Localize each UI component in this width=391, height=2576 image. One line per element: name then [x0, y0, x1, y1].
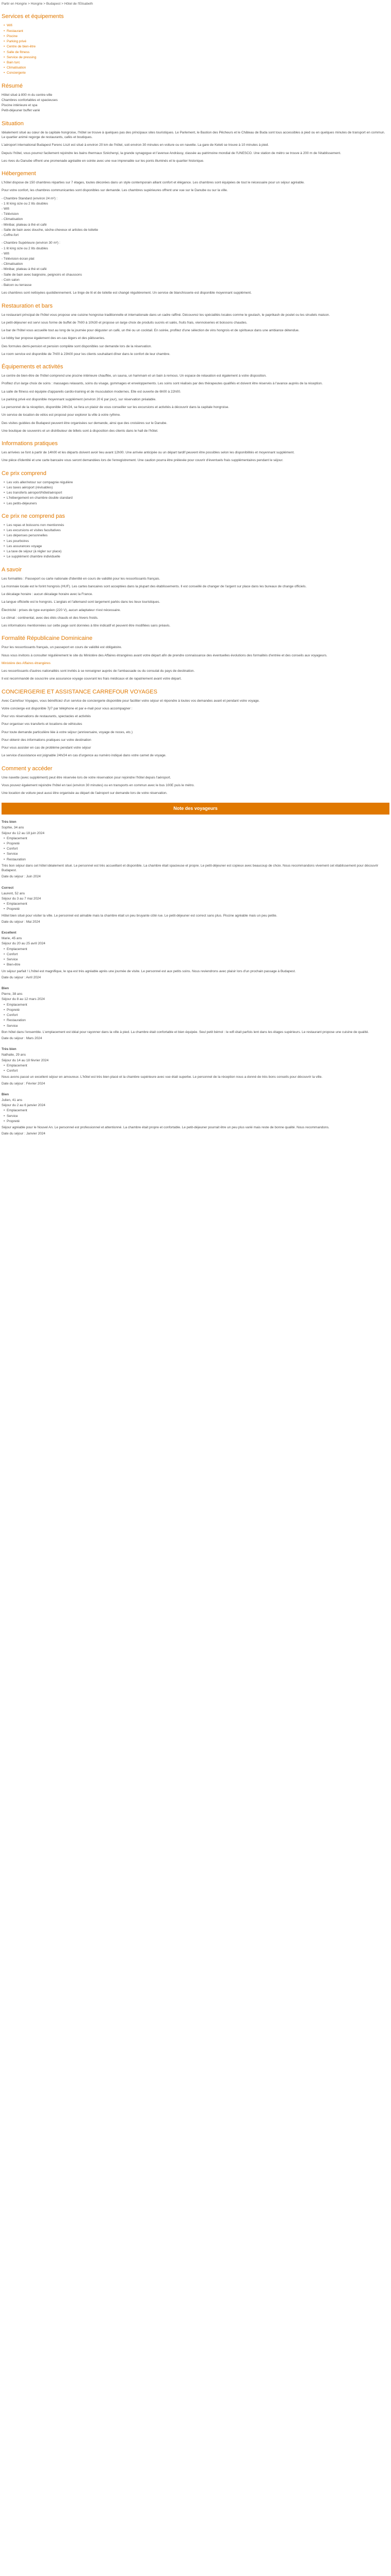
restauration-paragraph: Le petit-déjeuner est servi sous forme de buffet de 7h00 à 10h30 et propose un large choix de produits sucrés et salés, fruits frais, viennoiseries et boissons chaudes. [2, 320, 248, 325]
room-feature: - Climatisation [2, 262, 23, 266]
conciergerie-item: Pour obtenir des informations pratiques sur votre destination [2, 738, 91, 742]
a-savoir-paragraph: Électricité : prises de type européen (220 V), aucun adaptateur n'est nécessaire. [2, 608, 121, 612]
service-item[interactable]: • Centre de bien-être [4, 44, 389, 49]
review-tags [2, 947, 389, 968]
review-author: Nathalie, 29 ans [2, 1053, 26, 1057]
service-item[interactable]: • Wifi [4, 23, 389, 28]
review-card [2, 1047, 389, 1086]
non-compris-item: • La taxe de séjour (à régler sur place) [4, 549, 389, 554]
service-item[interactable]: • Restaurant [4, 29, 389, 33]
room-feature: - Télévision [2, 212, 19, 216]
review-tag: • Propreté [4, 1119, 389, 1124]
service-item[interactable]: • Salle de fitness [4, 50, 389, 55]
resume-line: Chambres confortables et spacieuses [2, 98, 58, 102]
non-compris-item: • Les repas et boissons non mentionnés [4, 523, 389, 528]
hebergement-intro: L'hôtel dispose de 150 chambres réparties sur 7 étages, toutes décorées dans un style contemporain alliant confort et élégance. Les chambres sont équipées de tout le nécessaire pour un séjour agréable. [2, 181, 305, 185]
review-author: Pierre, 38 ans [2, 992, 23, 996]
non-compris-title: Ce prix ne comprend pas [2, 513, 65, 519]
room-feature: - Climatisation [2, 217, 23, 222]
compris-item: • Les taxes aéroport (révisables) [4, 485, 389, 490]
conciergerie-item: Pour toute demande particulière liée à votre séjour (anniversaire, voyage de noces, etc.) [2, 730, 133, 734]
review-title: Très bien [2, 1047, 17, 1052]
formalites-paragraph: Il est recommandé de souscrire une assurance voyage couvrant les frais médicaux et de rapatriement avant votre départ. [2, 677, 182, 681]
review-text: Très bon séjour dans cet hôtel idéalement situé. Le personnel est très accueillant et disponible. La chambre était spacieuse et propre. Le petit-déjeuner est copieux avec beaucoup de choix. Nous recommandons vivement cet établissement pour découvrir Budapest. [2, 863, 379, 873]
review-title: Bien [2, 987, 9, 991]
review-date: Date du séjour : Janvier 2024 [2, 1132, 45, 1136]
formalites-link-line [2, 661, 389, 666]
acces-title: Comment y accéder [2, 765, 53, 772]
review-meta: Séjour du 12 au 18 juin 2024 [2, 831, 45, 835]
a-savoir-paragraph: Le décalage horaire : aucun décalage horaire avec la France. [2, 592, 93, 597]
situation-paragraph: Idéalement situé au cœur de la capitale hongroise, l'hôtel se trouve à quelques pas des principaux sites touristiques. Le Parlement, le Bastion des Pêcheurs et le Château de Buda sont tous accessibles à pied ou en quelques minutes de transport en commun. Le quartier animé regorge de restaurants, cafés et boutiques. [2, 130, 385, 140]
compris-item: • L'hébergement en chambre double standard [4, 496, 389, 500]
non-compris-item: • Les pourboires [4, 539, 389, 544]
review-title: Bien [2, 1092, 9, 1096]
review-tags [2, 902, 389, 911]
non-compris-item: • Les assurances voyage [4, 544, 389, 549]
review-tag: • Restauration [4, 857, 389, 862]
resume-title: Résumé [2, 82, 23, 89]
acces-paragraph: Vous pouvez également rejoindre l'hôtel en taxi (environ 30 minutes) ou en transports en commun avec le bus 100E puis le métro. [2, 783, 195, 787]
hebergement-section [2, 171, 389, 296]
formalites-section [2, 635, 389, 681]
situation-title: Situation [2, 120, 24, 127]
service-item[interactable]: • Piscine [4, 34, 389, 39]
review-tag: • Emplacement [4, 1063, 389, 1068]
equipements-paragraph: Un service de location de vélos est proposé pour explorer la ville à votre rythme. [2, 413, 121, 417]
conciergerie-item: Pour vous assister en cas de problème pendant votre séjour [2, 746, 91, 750]
situation-paragraph: Les rives du Danube offrent une promenade agréable en soirée avec une vue imprenable sur les ponts illuminés et le quartier historique. [2, 159, 204, 163]
room-feature: - 1 lit king size ou 2 lits doubles [2, 201, 48, 206]
situation-paragraph: L'aéroport international Budapest Ferenc Liszt est situé à environ 20 km de l'hôtel, soit environ 30 minutes en voiture ou en navette. La gare de Keleti se trouve à 10 minutes à pied. [2, 143, 269, 147]
equipements-paragraph: Le personnel de la réception, disponible 24h/24, se fera un plaisir de vous conseiller sur les excursions et activités à découvrir dans la capitale hongroise. [2, 405, 230, 410]
services-title: Services et équipements [2, 13, 64, 20]
a-savoir-paragraph: Le climat : continental, avec des étés chauds et des hivers froids. [2, 616, 99, 620]
review-title: Excellent [2, 931, 17, 935]
review-tag: • Confort [4, 1013, 389, 1018]
room-feature: - Coin salon [2, 278, 20, 282]
equipements-paragraph: Profitez d'un large choix de soins : massages relaxants, soins du visage, gommages et enveloppements. Les soins sont réalisés par des thérapeutes qualifiés et doivent être réservés à l'avance auprès de la réception. [2, 382, 323, 386]
restauration-paragraph: Le bar de l'hôtel vous accueille tout au long de la journée pour déguster un café, un thé ou un cocktail. En soirée, profitez d'une sélection de vins hongrois et de spiritueux dans une ambiance détendue. [2, 329, 300, 333]
restauration-paragraph: Des formules demi-pension et pension complète sont disponibles sur demande lors de la réservation. [2, 344, 152, 348]
review-tags [2, 1003, 389, 1028]
breadcrumb[interactable]: Partir en Hongrie > Hongrie > Budapest > Hôtel de l'Elisabeth [2, 2, 93, 6]
non-compris-item: • Le supplément chambre individuelle [4, 554, 389, 559]
page [2, 2, 389, 1136]
room-feature: - Balcon ou terrasse [2, 283, 32, 287]
compris-section [2, 470, 389, 506]
service-item[interactable]: • Service de pressing [4, 55, 389, 60]
review-tag: • Emplacement [4, 836, 389, 841]
review-date: Date du séjour : Février 2024 [2, 1081, 45, 1086]
restauration-title: Restauration et bars [2, 302, 53, 309]
review-author: Marie, 45 ans [2, 937, 22, 941]
compris-list [2, 480, 389, 506]
review-date: Date du séjour : Mai 2024 [2, 920, 40, 924]
acces-paragraph: Une location de voiture peut aussi être organisée au départ de l'aéroport sur demande lors de votre réservation. [2, 791, 168, 795]
equipements-paragraph: Une boutique de souvenirs et un distributeur de billets sont à disposition des clients dans le hall de l'hôtel. [2, 429, 158, 433]
review-tags [2, 1063, 389, 1073]
room-feature: - Wifi [2, 207, 9, 211]
resume-lines [2, 93, 389, 113]
a-savoir-paragraph: Les formalités : Passeport ou carte nationale d'identité en cours de validité pour les ressortissants français. [2, 577, 160, 581]
service-item[interactable]: • Conciergerie [4, 71, 389, 75]
a-savoir-paragraph: Les informations mentionnées sur cette page sont données à titre indicatif et peuvent être modifiées sans préavis. [2, 624, 171, 628]
services-list [2, 23, 389, 75]
non-compris-item: • Les dépenses personnelles [4, 533, 389, 538]
informations-paragraph: Les arrivées se font à partir de 14h00 et les départs doivent avoir lieu avant 12h00. Une arrivée anticipée ou un départ tardif peuvent être possibles selon les disponibilités et moyennant supplément. [2, 451, 295, 455]
resume-line: Piscine intérieure et spa [2, 104, 38, 108]
review-tags [2, 1108, 389, 1124]
review-meta: Séjour du 8 au 12 mars 2024 [2, 997, 45, 1002]
a-savoir-section [2, 567, 389, 629]
room-feature: - Coffre-fort [2, 233, 19, 238]
formalites-paragraph: Les ressortissants d'autres nationalités sont invités à se renseigner auprès de l'ambassade ou du consulat du pays de destination. [2, 669, 195, 673]
review-text: Bon hôtel dans l'ensemble. L'emplacement est idéal pour rayonner dans la ville à pied. La chambre était confortable et bien équipée. Seul petit bémol : le wifi était parfois lent dans les étages supérieurs. Le restaurant propose une cuisine de qualité. [2, 1030, 369, 1034]
conciergerie-intro: Avec Carrefour Voyages, vous bénéficiez d'un service de conciergerie disponible pour faciliter votre séjour et répondre à toutes vos demandes avant et pendant votre voyage. [2, 699, 260, 703]
hebergement-paragraph: Pour votre confort, les chambres communicantes sont disponibles sur demande. Les chambres supérieures offrent une vue sur le Danube ou sur la ville. [2, 189, 228, 193]
room-feature: - Salle de bain avec douche, sèche-cheveux et articles de toilette [2, 228, 99, 232]
hebergement-closing: Les chambres sont nettoyées quotidiennement. Le linge de lit et de toilette est changé régulièrement. Un service de blanchisserie est disponible moyennant supplément. [2, 291, 252, 295]
room-feature: - Télévision écran plat [2, 257, 35, 261]
service-item[interactable]: • Climatisation [4, 65, 389, 70]
review-author: Laurent, 52 ans [2, 891, 25, 895]
review-date: Date du séjour : Avril 2024 [2, 975, 41, 979]
review-meta: Séjour du 2 au 6 janvier 2024 [2, 1104, 45, 1108]
room-feature: - Minibar, plateau à thé et café [2, 223, 47, 227]
review-meta: Séjour du 14 au 18 février 2024 [2, 1058, 49, 1062]
service-item[interactable]: • Parking privé [4, 39, 389, 44]
review-card [2, 930, 389, 980]
informations-title: Informations pratiques [2, 440, 58, 447]
compris-item: • Les petits-déjeuners [4, 501, 389, 506]
room-feature: - Salle de bain avec baignoire, peignoirs et chaussons [2, 273, 82, 277]
room-superieure-title: - Chambre Supérieure (environ 30 m²) : [2, 241, 60, 245]
equipements-paragraph: Le parking privé est disponible moyennant supplément (environ 20 € par jour), sur réservation préalable. [2, 397, 156, 401]
room-feature: - Wifi [2, 251, 9, 256]
conciergerie-title: CONCIERGERIE ET ASSISTANCE CARREFOUR VOYAGES [2, 688, 157, 695]
services-section [2, 13, 389, 75]
review-title: Correct [2, 886, 14, 890]
review-card [2, 820, 389, 879]
acces-section [2, 766, 389, 796]
review-title: Très bien [2, 820, 17, 824]
review-tag: • Propreté [4, 907, 389, 911]
conciergerie-item: Pour organiser vos transferts et locations de véhicules [2, 722, 83, 726]
conciergerie-closing: Le service d'assistance est joignable 24h/24 en cas d'urgence au numéro indiqué dans votre carnet de voyage. [2, 754, 167, 758]
compris-item: • Les vols aller/retour sur compagnie régulière [4, 480, 389, 485]
compris-item: • Les transferts aéroport/hôtel/aéroport [4, 490, 389, 495]
room-superieure [2, 241, 389, 287]
review-date: Date du séjour : Mars 2024 [2, 1036, 42, 1040]
conciergerie-paragraph: Votre concierge est disponible 7j/7 par téléphone et par e-mail pour vous accompagner : [2, 706, 133, 710]
review-meta: Séjour du 20 au 25 avril 2024 [2, 942, 45, 946]
room-feature: - Minibar, plateau à thé et café [2, 267, 47, 272]
equipements-title: Équipements et activités [2, 364, 63, 370]
review-meta: Séjour du 3 au 7 mai 2024 [2, 896, 41, 901]
non-compris-section [2, 513, 389, 560]
restauration-section [2, 303, 389, 357]
review-tag: • Propreté [4, 1008, 389, 1012]
resume-section [2, 83, 389, 113]
conciergerie-section [2, 689, 389, 758]
review-text: Nous avons passé un excellent séjour en amoureux. L'hôtel est très bien placé et la chambre supérieure avec vue était superbe. Le personnel de la réception nous a donné de très bons conseils pour découvrir la ville. [2, 1075, 323, 1079]
review-tag: • Restauration [4, 1018, 389, 1023]
resume-line: Petit-déjeuner buffet varié [2, 109, 40, 113]
review-date: Date du séjour : Juin 2024 [2, 875, 41, 879]
review-author: Julien, 41 ans [2, 1098, 23, 1102]
review-tag: • Service [4, 1114, 389, 1118]
service-item[interactable]: • Bain turc [4, 60, 389, 65]
review-tag: • Emplacement [4, 1108, 389, 1113]
review-text: Hôtel bien situé pour visiter la ville. Le personnel est aimable mais la chambre était un peu bruyante côté rue. Le petit-déjeuner est correct sans plus. Piscine agréable mais un peu petite. [2, 913, 278, 918]
equipements-paragraph: Le centre de bien-être de l'hôtel comprend une piscine intérieure chauffée, un sauna, un hammam et un bain à remous. Un espace de relaxation est également à votre disposition. [2, 374, 267, 378]
hebergement-title: Hébergement [2, 170, 36, 177]
restauration-paragraph: Le room service est disponible de 7h00 à 23h00 pour les clients souhaitant dîner dans le confort de leur chambre. [2, 352, 171, 356]
informations-section [2, 440, 389, 463]
review-tag: • Bien-être [4, 962, 389, 967]
conciergerie-item: Pour vos réservations de restaurants, spectacles et activités [2, 715, 91, 719]
situation-paragraph: Depuis l'hôtel, vous pourrez facilement rejoindre les bains thermaux Széchenyi, la grande synagogue et l'avenue Andrássy, classée au patrimoine mondial de l'UNESCO. Une station de métro se trouve à 200 m de l'établissement. [2, 151, 341, 155]
review-card [2, 1092, 389, 1137]
review-tag: • Emplacement [4, 947, 389, 952]
review-tag: • Confort [4, 952, 389, 957]
compris-title: Ce prix comprend [2, 470, 46, 477]
review-text: Un séjour parfait ! L'hôtel est magnifique, le spa est très agréable après une journée de visite. Le personnel est aux petits soins. Nous reviendrons avec plaisir lors d'un prochain passage à Budapest. [2, 969, 296, 973]
a-savoir-title: A savoir [2, 566, 22, 573]
restauration-paragraph: Le restaurant principal de l'hôtel vous propose une cuisine hongroise traditionnelle et internationale dans un cadre raffiné. Découvrez les spécialités locales comme le goulash, le paprikash de poulet ou les strudels maison. [2, 313, 330, 317]
a-savoir-paragraph: La langue officielle est le hongrois. L'anglais et l'allemand sont largement parlés dans les lieux touristiques. [2, 600, 160, 604]
reviews-banner: Note des voyageurs [2, 803, 389, 815]
review-tags [2, 836, 389, 862]
acces-paragraph: Une navette (avec supplément) peut être réservée lors de votre réservation pour rejoindre l'hôtel depuis l'aéroport. [2, 775, 171, 779]
resume-line: Hôtel situé à 800 m du centre-ville [2, 93, 53, 97]
restauration-paragraph: Le lobby bar propose également des en-cas légers et des pâtisseries. [2, 336, 105, 341]
a-savoir-paragraph: La monnaie locale est le forint hongrois (HUF). Les cartes bancaires sont acceptées dans la plupart des établissements. Il est conseillé de changer de l'argent sur place dans les bureaux de change officiels. [2, 584, 307, 588]
room-standard-title: - Chambre Standard (environ 24 m²) : [2, 196, 58, 200]
formalites-paragraph: Pour les ressortissants français, un passeport en cours de validité est obligatoire. [2, 646, 122, 650]
review-tag: • Emplacement [4, 902, 389, 906]
informations-paragraph: Une pièce d'identité et une carte bancaire vous seront demandées lors de l'enregistrement. Une caution pourra être prélevée pour couvrir d'éventuels frais supplémentaires pendant le séjour. [2, 459, 284, 463]
room-standard [2, 196, 389, 238]
review-card [2, 986, 389, 1041]
review-tag: • Emplacement [4, 1003, 389, 1007]
review-tag: • Service [4, 1024, 389, 1028]
review-card [2, 886, 389, 925]
review-tag: • Confort [4, 1069, 389, 1073]
review-text: Séjour agréable pour le Nouvel An. Le personnel est professionnel et attentionné. La chambre était propre et confortable. Le petit-déjeuner pourrait être un peu plus varié mais reste de bonne qualité. Nous recommandons. [2, 1126, 330, 1130]
equipements-paragraph: Des visites guidées de Budapest peuvent être organisées sur demande, ainsi que des croisières sur le Danube. [2, 421, 168, 425]
review-author: Sophie, 34 ans [2, 826, 24, 830]
formalites-title: Formalité Républicaine Dominicaine [2, 635, 93, 642]
equipements-section [2, 364, 389, 433]
non-compris-item: • Les excursions et visites facultatives [4, 528, 389, 533]
formalites-paragraph: Nous vous invitons à consulter régulièrement le site du Ministère des Affaires étrangères avant votre départ afin de prendre connaissance des éventuelles évolutions des formalités d'entrée et des conseils aux voyageurs. [2, 653, 328, 657]
review-tag: • Confort [4, 846, 389, 851]
room-feature: - 1 lit king size ou 2 lits doubles [2, 246, 48, 250]
non-compris-list [2, 523, 389, 560]
review-tag: • Propreté [4, 841, 389, 846]
equipements-paragraph: La salle de fitness est équipée d'appareils cardio-training et de musculation modernes. Elle est ouverte de 6h00 à 22h00. [2, 389, 181, 394]
review-tag: • Service [4, 957, 389, 962]
situation-section [2, 121, 389, 163]
review-tag: • Service [4, 852, 389, 856]
ministere-link[interactable]: Ministère des Affaires étrangères [2, 661, 51, 665]
